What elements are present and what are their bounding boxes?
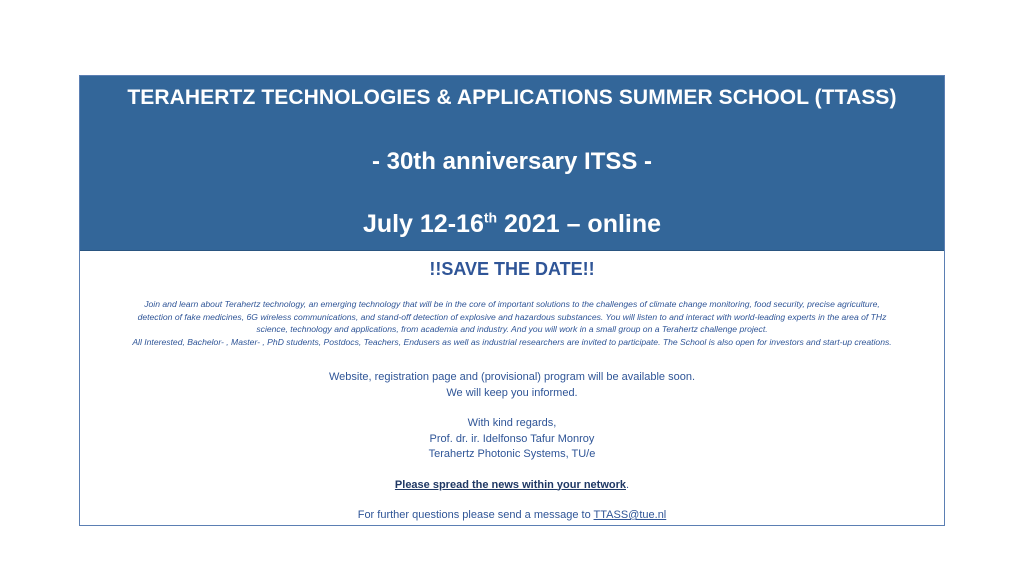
event-date xyxy=(80,210,944,239)
email-link[interactable]: TTASS@tue.nl xyxy=(593,509,667,521)
informed-notice: We will keep you informed. xyxy=(446,386,578,399)
questions-text: For further questions please send a message to xyxy=(357,509,594,521)
school-title: TERAHERTZ TECHNOLOGIES & APPLICATIONS SUMMER SCHOOL (TTASS) xyxy=(127,86,897,109)
header-banner xyxy=(80,76,944,251)
announcement-card xyxy=(79,75,945,526)
spread-period: . xyxy=(626,478,630,491)
signatory-affiliation: Terahertz Photonic Systems, TU/e xyxy=(428,448,596,460)
website-notice: Website, registration page and (provisional) program will be available soon. xyxy=(328,371,696,383)
message-body xyxy=(80,370,944,524)
anniversary-line: - 30th anniversary ITSS - xyxy=(371,148,653,175)
date-prefix: July 12-16 xyxy=(362,210,484,238)
intro-line: Join and learn about Terahertz technology, an emerging technology that will be in the core of important solutions to the challenges of climate change monitoring, food security, precise agriculture, xyxy=(144,299,880,309)
save-the-date-heading: !!SAVE THE DATE!! xyxy=(429,259,595,279)
intro-line: detection of fake medicines, 6G wireless communications, and stand-off detection of explosive and hazardous substances. You will listen to and interact with world-leading experts in the area of THz xyxy=(137,311,887,322)
intro-line: All Interested, Bachelor- , Master- , PhD students, Postdocs, Teachers, Endusers as well as industrial researchers are invited to participate. The School is also open for investors and start-up creations. xyxy=(132,336,892,347)
spread-line xyxy=(80,478,944,494)
intro-paragraph xyxy=(86,298,938,348)
regards-line: With kind regards, xyxy=(467,417,557,429)
spread-news-link[interactable]: Please spread the news within your network xyxy=(394,478,626,491)
signatory-name: Prof. dr. ir. Idelfonso Tafur Monroy xyxy=(429,432,595,445)
date-superscript: th xyxy=(483,209,498,226)
intro-line: science, technology and applications, from academia and industry. And you will work in a small group on a Terahertz challenge project. xyxy=(256,324,768,334)
date-suffix: 2021 – online xyxy=(497,210,662,238)
contact-line xyxy=(80,508,944,524)
